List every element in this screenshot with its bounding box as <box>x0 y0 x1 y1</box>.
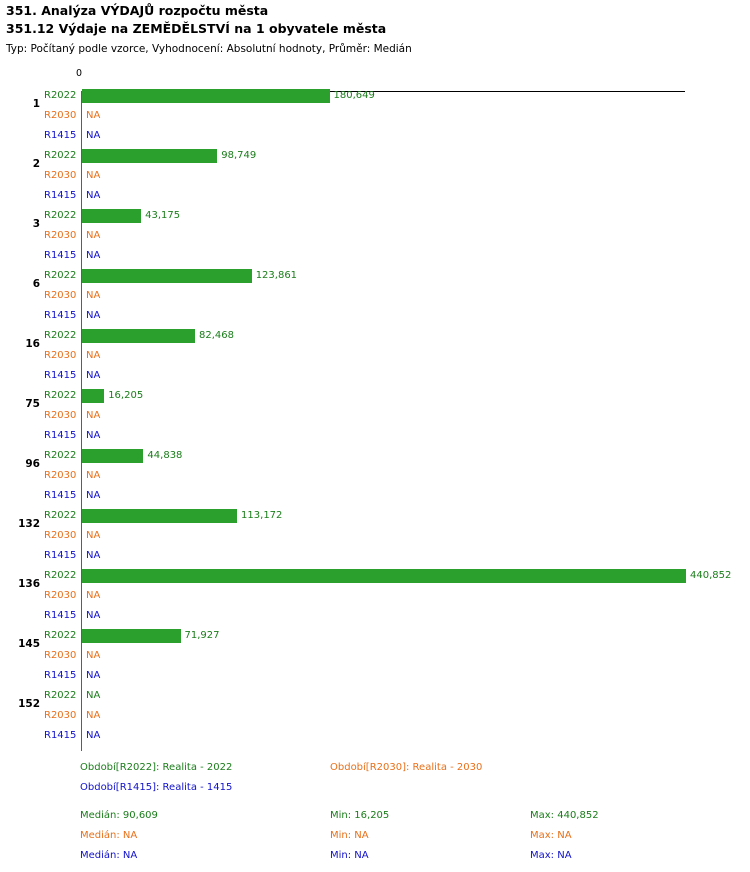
legend-label-r1415: Období[R1415]: Realita - 1415 <box>80 782 233 793</box>
chart-header <box>6 2 746 57</box>
bar-row <box>0 146 750 166</box>
bar-row <box>0 426 750 446</box>
bar-row <box>0 586 750 606</box>
bar-row <box>0 726 750 746</box>
median-r1415: Medián: NA <box>80 850 138 861</box>
group-index-label: 145 <box>18 638 40 650</box>
series-label: R2030 <box>44 710 77 721</box>
bar-row <box>0 166 750 186</box>
bar-value-label: NA <box>86 470 101 481</box>
bar-row <box>0 686 750 706</box>
bar <box>82 509 237 523</box>
series-label: R1415 <box>44 130 77 141</box>
series-label: R2030 <box>44 470 77 481</box>
bar-value-label: NA <box>86 190 101 201</box>
bar-value-label: 44,838 <box>147 450 183 461</box>
bar-group <box>0 266 750 326</box>
bar-value-label: NA <box>86 350 101 361</box>
bar-value-label: NA <box>86 590 101 601</box>
bar-row <box>0 266 750 286</box>
median-r2030: Medián: NA <box>80 830 138 841</box>
min-r2030: Min: NA <box>330 830 369 841</box>
bar-group <box>0 86 750 146</box>
bar-row <box>0 446 750 466</box>
group-index-label: 2 <box>32 158 40 170</box>
series-label: R2030 <box>44 530 77 541</box>
bar <box>82 569 686 583</box>
group-index-label: 75 <box>25 398 40 410</box>
bar-row <box>0 486 750 506</box>
bar-row <box>0 246 750 266</box>
series-label: R2022 <box>44 510 77 521</box>
chart-subtitle: Typ: Počítaný podle vzorce, Vyhodnocení: Absolutní hodnoty, Průměr: Medián <box>6 43 412 55</box>
page-title: 351. Analýza VÝDAJŮ rozpočtu města <box>6 3 269 18</box>
bar-row <box>0 466 750 486</box>
summary-row-r2022 <box>0 810 750 830</box>
bar-row <box>0 226 750 246</box>
bar-row <box>0 306 750 326</box>
series-label: R1415 <box>44 370 77 381</box>
bar-group <box>0 626 750 686</box>
bar <box>82 89 330 103</box>
min-r2022: Min: 16,205 <box>330 810 390 821</box>
bar-value-label: NA <box>86 250 101 261</box>
series-label: R2022 <box>44 450 77 461</box>
series-label: R2030 <box>44 410 77 421</box>
bar <box>82 269 252 283</box>
bar-group <box>0 146 750 206</box>
bar-group <box>0 686 750 746</box>
series-label: R1415 <box>44 730 77 741</box>
series-label: R2022 <box>44 90 77 101</box>
bar-value-label: 180,649 <box>333 90 375 101</box>
chart-title: 351.12 Výdaje na ZEMĚDĚLSTVÍ na 1 obyvatele města <box>6 21 387 36</box>
bar-value-label: 82,468 <box>198 330 234 341</box>
bar-row <box>0 206 750 226</box>
bar-row <box>0 626 750 646</box>
series-label: R1415 <box>44 610 77 621</box>
group-index-label: 1 <box>32 98 40 110</box>
group-index-label: 6 <box>32 278 40 290</box>
series-label: R2022 <box>44 150 77 161</box>
bar-group <box>0 326 750 386</box>
bar-value-label: NA <box>86 670 101 681</box>
bar-row <box>0 706 750 726</box>
max-r2022: Max: 440,852 <box>530 810 599 821</box>
bar-row <box>0 566 750 586</box>
bar-value-label: NA <box>86 170 101 181</box>
bar-value-label: NA <box>86 310 101 321</box>
bar-row <box>0 506 750 526</box>
group-index-label: 152 <box>18 698 40 710</box>
bar <box>82 629 181 643</box>
series-label: R2022 <box>44 390 77 401</box>
bar <box>82 389 104 403</box>
bar-value-label: 113,172 <box>241 510 283 521</box>
min-r1415: Min: NA <box>330 850 369 861</box>
bar-value-label: 43,175 <box>145 210 181 221</box>
bar-value-label: 123,861 <box>255 270 298 281</box>
bar-value-label: NA <box>86 410 101 421</box>
series-label: R2022 <box>44 690 77 701</box>
max-r2030: Max: NA <box>530 830 572 841</box>
median-r2022: Medián: 90,609 <box>80 810 158 821</box>
bar-row <box>0 126 750 146</box>
bar-value-label: NA <box>86 290 101 301</box>
series-label: R2030 <box>44 650 77 661</box>
series-label: R2030 <box>44 350 77 361</box>
series-label: R1415 <box>44 490 77 501</box>
series-label: R1415 <box>44 190 77 201</box>
legend-row-1 <box>0 762 750 782</box>
bar <box>82 209 141 223</box>
summary-row-r1415 <box>0 850 750 870</box>
bar-row <box>0 286 750 306</box>
series-label: R2022 <box>44 270 77 281</box>
bar <box>82 329 195 343</box>
bar-group <box>0 206 750 266</box>
series-label: R2022 <box>44 210 77 221</box>
bar <box>82 449 143 463</box>
group-index-label: 16 <box>25 338 40 350</box>
bar-value-label: 440,852 <box>690 570 732 581</box>
bar-value-label: NA <box>86 490 101 501</box>
bar-row <box>0 666 750 686</box>
bar-value-label: NA <box>86 130 101 141</box>
bar-row <box>0 86 750 106</box>
series-label: R1415 <box>44 250 77 261</box>
series-label: R2022 <box>44 330 77 341</box>
bar-row <box>0 386 750 406</box>
bar-group <box>0 506 750 566</box>
bar-row <box>0 646 750 666</box>
series-label: R2030 <box>44 170 77 181</box>
series-label: R2030 <box>44 590 77 601</box>
series-label: R2022 <box>44 630 77 641</box>
bar-value-label: NA <box>86 550 101 561</box>
max-r1415: Max: NA <box>530 850 572 861</box>
bar <box>82 149 217 163</box>
bar-row <box>0 406 750 426</box>
bar-value-label: NA <box>86 730 101 741</box>
bar-value-label: NA <box>86 230 101 241</box>
bar-value-label: NA <box>86 710 101 721</box>
bar-value-label: NA <box>86 690 101 701</box>
bar-value-label: NA <box>86 650 101 661</box>
series-label: R1415 <box>44 430 77 441</box>
bar-row <box>0 606 750 626</box>
series-label: R2022 <box>44 570 77 581</box>
bar-group <box>0 386 750 446</box>
bar-row <box>0 326 750 346</box>
bar-row <box>0 546 750 566</box>
legend-row-2 <box>0 782 750 802</box>
series-label: R2030 <box>44 110 77 121</box>
group-index-label: 96 <box>25 458 40 470</box>
summary-row-r2030 <box>0 830 750 850</box>
bar-value-label: NA <box>86 370 101 381</box>
series-label: R1415 <box>44 310 77 321</box>
bar-group <box>0 446 750 506</box>
chart-plot-area <box>0 68 750 758</box>
bar-group <box>0 566 750 626</box>
bar-value-label: NA <box>86 610 101 621</box>
bar-row <box>0 106 750 126</box>
legend-label-r2022: Období[R2022]: Realita - 2022 <box>80 762 233 773</box>
bar-value-label: 16,205 <box>108 390 144 401</box>
group-index-label: 136 <box>18 578 40 590</box>
bar-value-label: NA <box>86 530 101 541</box>
bar-value-label: NA <box>86 430 101 441</box>
bar-row <box>0 186 750 206</box>
bar-row <box>0 346 750 366</box>
bar-value-label: 98,749 <box>221 150 257 161</box>
axis-origin-label: 0 <box>76 68 83 79</box>
series-label: R1415 <box>44 670 77 681</box>
series-label: R2030 <box>44 230 77 241</box>
bar-row <box>0 526 750 546</box>
series-label: R1415 <box>44 550 77 561</box>
legend-label-r2030: Období[R2030]: Realita - 2030 <box>330 762 483 773</box>
bar-value-label: 71,927 <box>184 630 220 641</box>
series-label: R2030 <box>44 290 77 301</box>
group-index-label: 3 <box>32 218 40 230</box>
bar-value-label: NA <box>86 110 101 121</box>
group-index-label: 132 <box>18 518 40 530</box>
bar-row <box>0 366 750 386</box>
